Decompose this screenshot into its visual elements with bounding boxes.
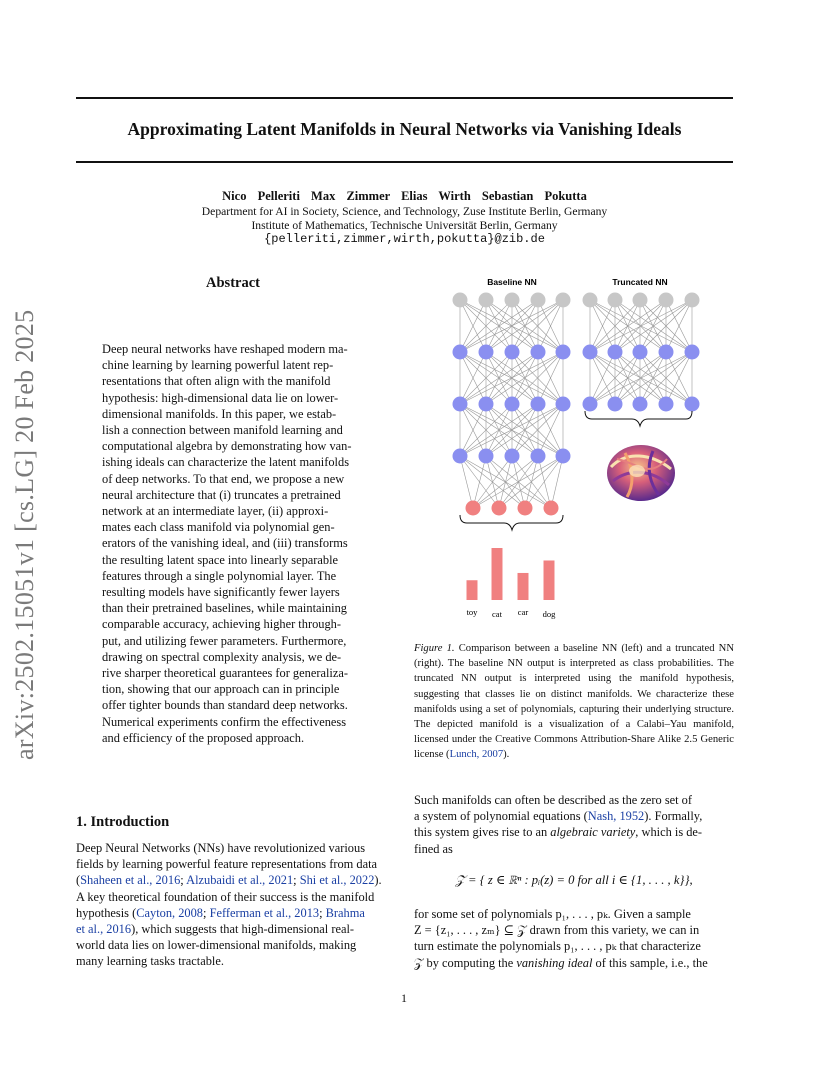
text-line: tion, showing that our approach can in principle: [102, 682, 340, 697]
text-line: features through a single polynomial layer. The: [102, 568, 337, 583]
text-line: resentations that often align with the manifold: [102, 374, 331, 389]
affiliation-2: Institute of Mathematics, Technische Universität Berlin, Germany: [251, 219, 558, 232]
text-line: [76, 921, 394, 937]
citation-link[interactable]: et al., 2016: [76, 922, 132, 937]
text-run: vanishing ideal: [516, 955, 593, 970]
text-run: 𝒵 by computing the: [414, 955, 517, 970]
truncated-hidden-node: [608, 397, 623, 412]
text-run: ;: [319, 905, 326, 920]
baseline-output-node: [466, 501, 481, 516]
baseline-hidden-node: [505, 397, 520, 412]
text-line: [76, 856, 394, 872]
caption-text-end: ).: [503, 749, 510, 761]
text-line: [76, 840, 394, 856]
truncated-hidden-node: [583, 345, 598, 360]
text-line: mates each class manifold via polynomial gen-: [102, 520, 335, 535]
text-run: Deep Neural Networks (NNs) have revolutionized various: [76, 841, 366, 855]
truncated-hidden-node: [659, 397, 674, 412]
citation-link[interactable]: Brahma: [325, 905, 365, 920]
caption-text: Comparison between a baseline NN (left) and a truncated NN (right). The baseline NN output is interpreted as class probabilities. The truncated NN output is interpreted using the manifold hypothesis, suggesting that classes lie on distinct manifolds. We characterize these manifolds using a set of polynomials, capturing their underlying structure. The depicted manifold is a visualization of a Calabi–Yau manifold, licensed under the Creative Commons Attribution-Share Alike 2.5 Generic license (: [414, 643, 734, 761]
baseline-hidden-node: [531, 345, 546, 360]
text-line: network at an intermediate layer, (ii) approxi-: [102, 504, 329, 519]
text-line: hypothesis: high-dimensional data lie on lower-: [102, 390, 339, 405]
text-line: rive sharper theoretical guarantees for generaliza-: [102, 666, 348, 681]
bar-label-dog: dog: [542, 609, 556, 619]
baseline-hidden-node: [505, 345, 520, 360]
baseline-output-node: [544, 501, 559, 516]
text-line: offer tighter bounds than standard deep networks.: [102, 698, 348, 713]
text-run: ;: [203, 905, 210, 920]
text-line: [76, 937, 394, 953]
truncated-input-node: [633, 293, 648, 308]
truncated-input-node: [583, 293, 598, 308]
abstract-heading: Abstract: [206, 275, 260, 291]
text-line: [76, 872, 394, 888]
text-line: computational algebra by demonstrating how van-: [102, 439, 352, 454]
truncated-hidden-node: [633, 345, 648, 360]
text-line: [414, 922, 734, 938]
baseline-hidden-node: [531, 449, 546, 464]
baseline-input-node: [453, 293, 468, 308]
text-line: drawing on spectral complexity analysis, we de-: [102, 649, 342, 664]
text-line: put, and utilizing fewer parameters. Furthermore,: [102, 633, 347, 648]
truncated-input-node: [685, 293, 700, 308]
text-run: ;: [180, 873, 187, 888]
citation-link[interactable]: Nash, 1952: [587, 809, 645, 824]
right-column-text-2: [414, 906, 734, 971]
text-run: many learning tasks tractable.: [76, 954, 224, 969]
bar-car: [518, 573, 529, 600]
baseline-edge: [460, 456, 473, 508]
text-run: algebraic variety: [550, 825, 636, 840]
arxiv-side-stamp: arXiv:2502.15051v1 [cs.LG] 20 Feb 2025: [10, 309, 39, 760]
citation-link[interactable]: Shaheen et al., 2016: [80, 873, 181, 888]
bar-label-car: car: [517, 607, 529, 617]
title-rule: [76, 161, 733, 163]
citation-link[interactable]: Lunch, 2007: [449, 749, 504, 761]
text-line: [76, 953, 394, 969]
text-line: chine learning by learning powerful latent rep-: [102, 358, 334, 373]
text-run: this system gives rise to an: [414, 825, 551, 840]
section-heading: 1. Introduction: [76, 814, 170, 830]
bar-cat: [492, 548, 503, 600]
text-line: neural architecture that (i) truncates a pretrained: [102, 487, 341, 502]
baseline-hidden-node: [479, 345, 494, 360]
paper-title: Approximating Latent Manifolds in Neural Networks via Vanishing Ideals: [127, 119, 682, 139]
figure-caption: [414, 641, 734, 763]
baseline-output-node: [492, 501, 507, 516]
text-run: turn estimate the polynomials p₁, . . . , pₖ that characterize: [414, 939, 701, 954]
baseline-hidden-node: [453, 345, 468, 360]
text-line: ishing ideals can characterize the latent manifolds: [102, 455, 350, 470]
text-run: fined as: [414, 841, 453, 856]
bar-label-cat: cat: [492, 609, 502, 619]
baseline-hidden-node: [453, 397, 468, 412]
text-run: of this sample, i.e., the: [592, 955, 708, 970]
baseline-edge: [525, 456, 538, 508]
baseline-nn-label: Baseline NN: [487, 277, 537, 287]
text-line: resulting models have significantly fewer layers: [102, 585, 340, 600]
baseline-hidden-node: [531, 397, 546, 412]
author-email: {pelleriti,zimmer,wirth,pokutta}@zib.de: [264, 232, 545, 246]
citation-link[interactable]: Fefferman et al., 2013: [209, 905, 320, 920]
truncated-hidden-node: [659, 345, 674, 360]
calabi-yau-manifold-icon: [607, 445, 675, 501]
page-number: 1: [401, 991, 407, 1005]
text-line: lish a connection between manifold learning and: [102, 423, 343, 438]
top-rule: [76, 97, 733, 99]
baseline-hidden-node: [479, 449, 494, 464]
baseline-hidden-node: [453, 449, 468, 464]
text-line: [414, 938, 734, 954]
truncated-hidden-node: [685, 345, 700, 360]
text-line: [76, 905, 394, 921]
baseline-edge: [473, 456, 486, 508]
text-line: erators of the vanishing ideal, and (iii) transforms: [102, 536, 348, 551]
text-run: a system of polynomial equations (: [414, 809, 588, 824]
citation-link[interactable]: Cayton, 2008: [136, 905, 204, 920]
text-line: [414, 955, 734, 971]
abstract-body: [102, 341, 364, 746]
affiliation-1: Department for AI in Society, Science, and Technology, Zuse Institute Berlin, Germany: [201, 205, 608, 218]
right-column-text: [414, 792, 734, 857]
text-line: than their pretrained baselines, while maintaining: [102, 601, 347, 616]
text-run: ), which suggests that high-dimensional real-: [131, 922, 355, 937]
text-line: of deep networks. To that end, we propose a new: [102, 471, 345, 486]
text-line: dimensional manifolds. In this paper, we estab-: [102, 406, 337, 421]
baseline-output-node: [518, 501, 533, 516]
text-line: [76, 889, 394, 905]
baseline-hidden-node: [505, 449, 520, 464]
baseline-hidden-node: [556, 345, 571, 360]
truncated-input-node: [659, 293, 674, 308]
text-run: Such manifolds can often be described as the zero set of: [414, 793, 693, 807]
text-run: for some set of polynomials p₁, . . . , pₖ. Given a sample: [414, 907, 691, 921]
caption-label: Figure 1.: [414, 643, 455, 654]
text-line: [414, 841, 734, 857]
baseline-hidden-node: [479, 397, 494, 412]
text-run: ). Formally,: [644, 809, 703, 824]
text-line: comparable accuracy, achieving higher through-: [102, 617, 341, 632]
truncated-input-node: [608, 293, 623, 308]
baseline-input-node: [505, 293, 520, 308]
truncated-hidden-node: [633, 397, 648, 412]
text-run: , which is de-: [635, 825, 703, 840]
baseline-input-node: [556, 293, 571, 308]
text-line: Numerical experiments confirm the effectiveness: [102, 714, 347, 729]
citation-link[interactable]: Shi et al., 2022: [299, 873, 375, 888]
text-line: the resulting latent space into linearly separable: [102, 552, 339, 567]
text-line: [414, 824, 734, 840]
author-list: Nico Pelleriti Max Zimmer Elias Wirth Sebastian Pokutta: [222, 189, 587, 203]
text-run: (: [76, 873, 81, 888]
truncated-hidden-node: [685, 397, 700, 412]
citation-link[interactable]: Alzubaidi et al., 2021: [186, 873, 294, 888]
baseline-hidden-node: [556, 397, 571, 412]
text-line: [414, 792, 734, 808]
truncated-hidden-node: [608, 345, 623, 360]
figure-1: [452, 270, 742, 625]
text-run: ).: [374, 873, 382, 888]
text-line: Deep neural networks have reshaped modern ma-: [102, 342, 348, 356]
text-run: fields by learning powerful feature representations from data: [76, 857, 378, 872]
text-line: and efficiency of the proposed approach.: [102, 730, 305, 745]
baseline-input-node: [479, 293, 494, 308]
text-run: Z = {z₁, . . . , zₘ} ⊆ 𝒵 drawn from this variety, we can in: [414, 923, 700, 938]
text-line: [414, 906, 734, 922]
text-line: [414, 808, 734, 824]
baseline-input-node: [531, 293, 546, 308]
bar-toy: [467, 580, 478, 600]
truncated-nn-label: Truncated NN: [612, 277, 668, 287]
truncated-brace: [585, 411, 692, 426]
baseline-hidden-node: [556, 449, 571, 464]
bar-dog: [544, 560, 555, 600]
baseline-brace: [460, 515, 563, 530]
variety-equation: 𝒵 = { z ∈ ℝⁿ : pᵢ(z) = 0 for all i ∈ {1, . . . , k}},: [455, 873, 693, 887]
bar-label-toy: toy: [466, 607, 478, 617]
intro-body: [76, 840, 394, 970]
text-run: world data lies on lower-dimensional manifolds, making: [76, 938, 357, 953]
text-run: ;: [293, 873, 300, 888]
truncated-hidden-node: [583, 397, 598, 412]
baseline-edge: [473, 456, 538, 508]
baseline-edge: [473, 456, 512, 508]
text-run: A key theoretical foundation of their success is the manifold: [76, 889, 375, 904]
text-run: hypothesis (: [76, 905, 137, 920]
